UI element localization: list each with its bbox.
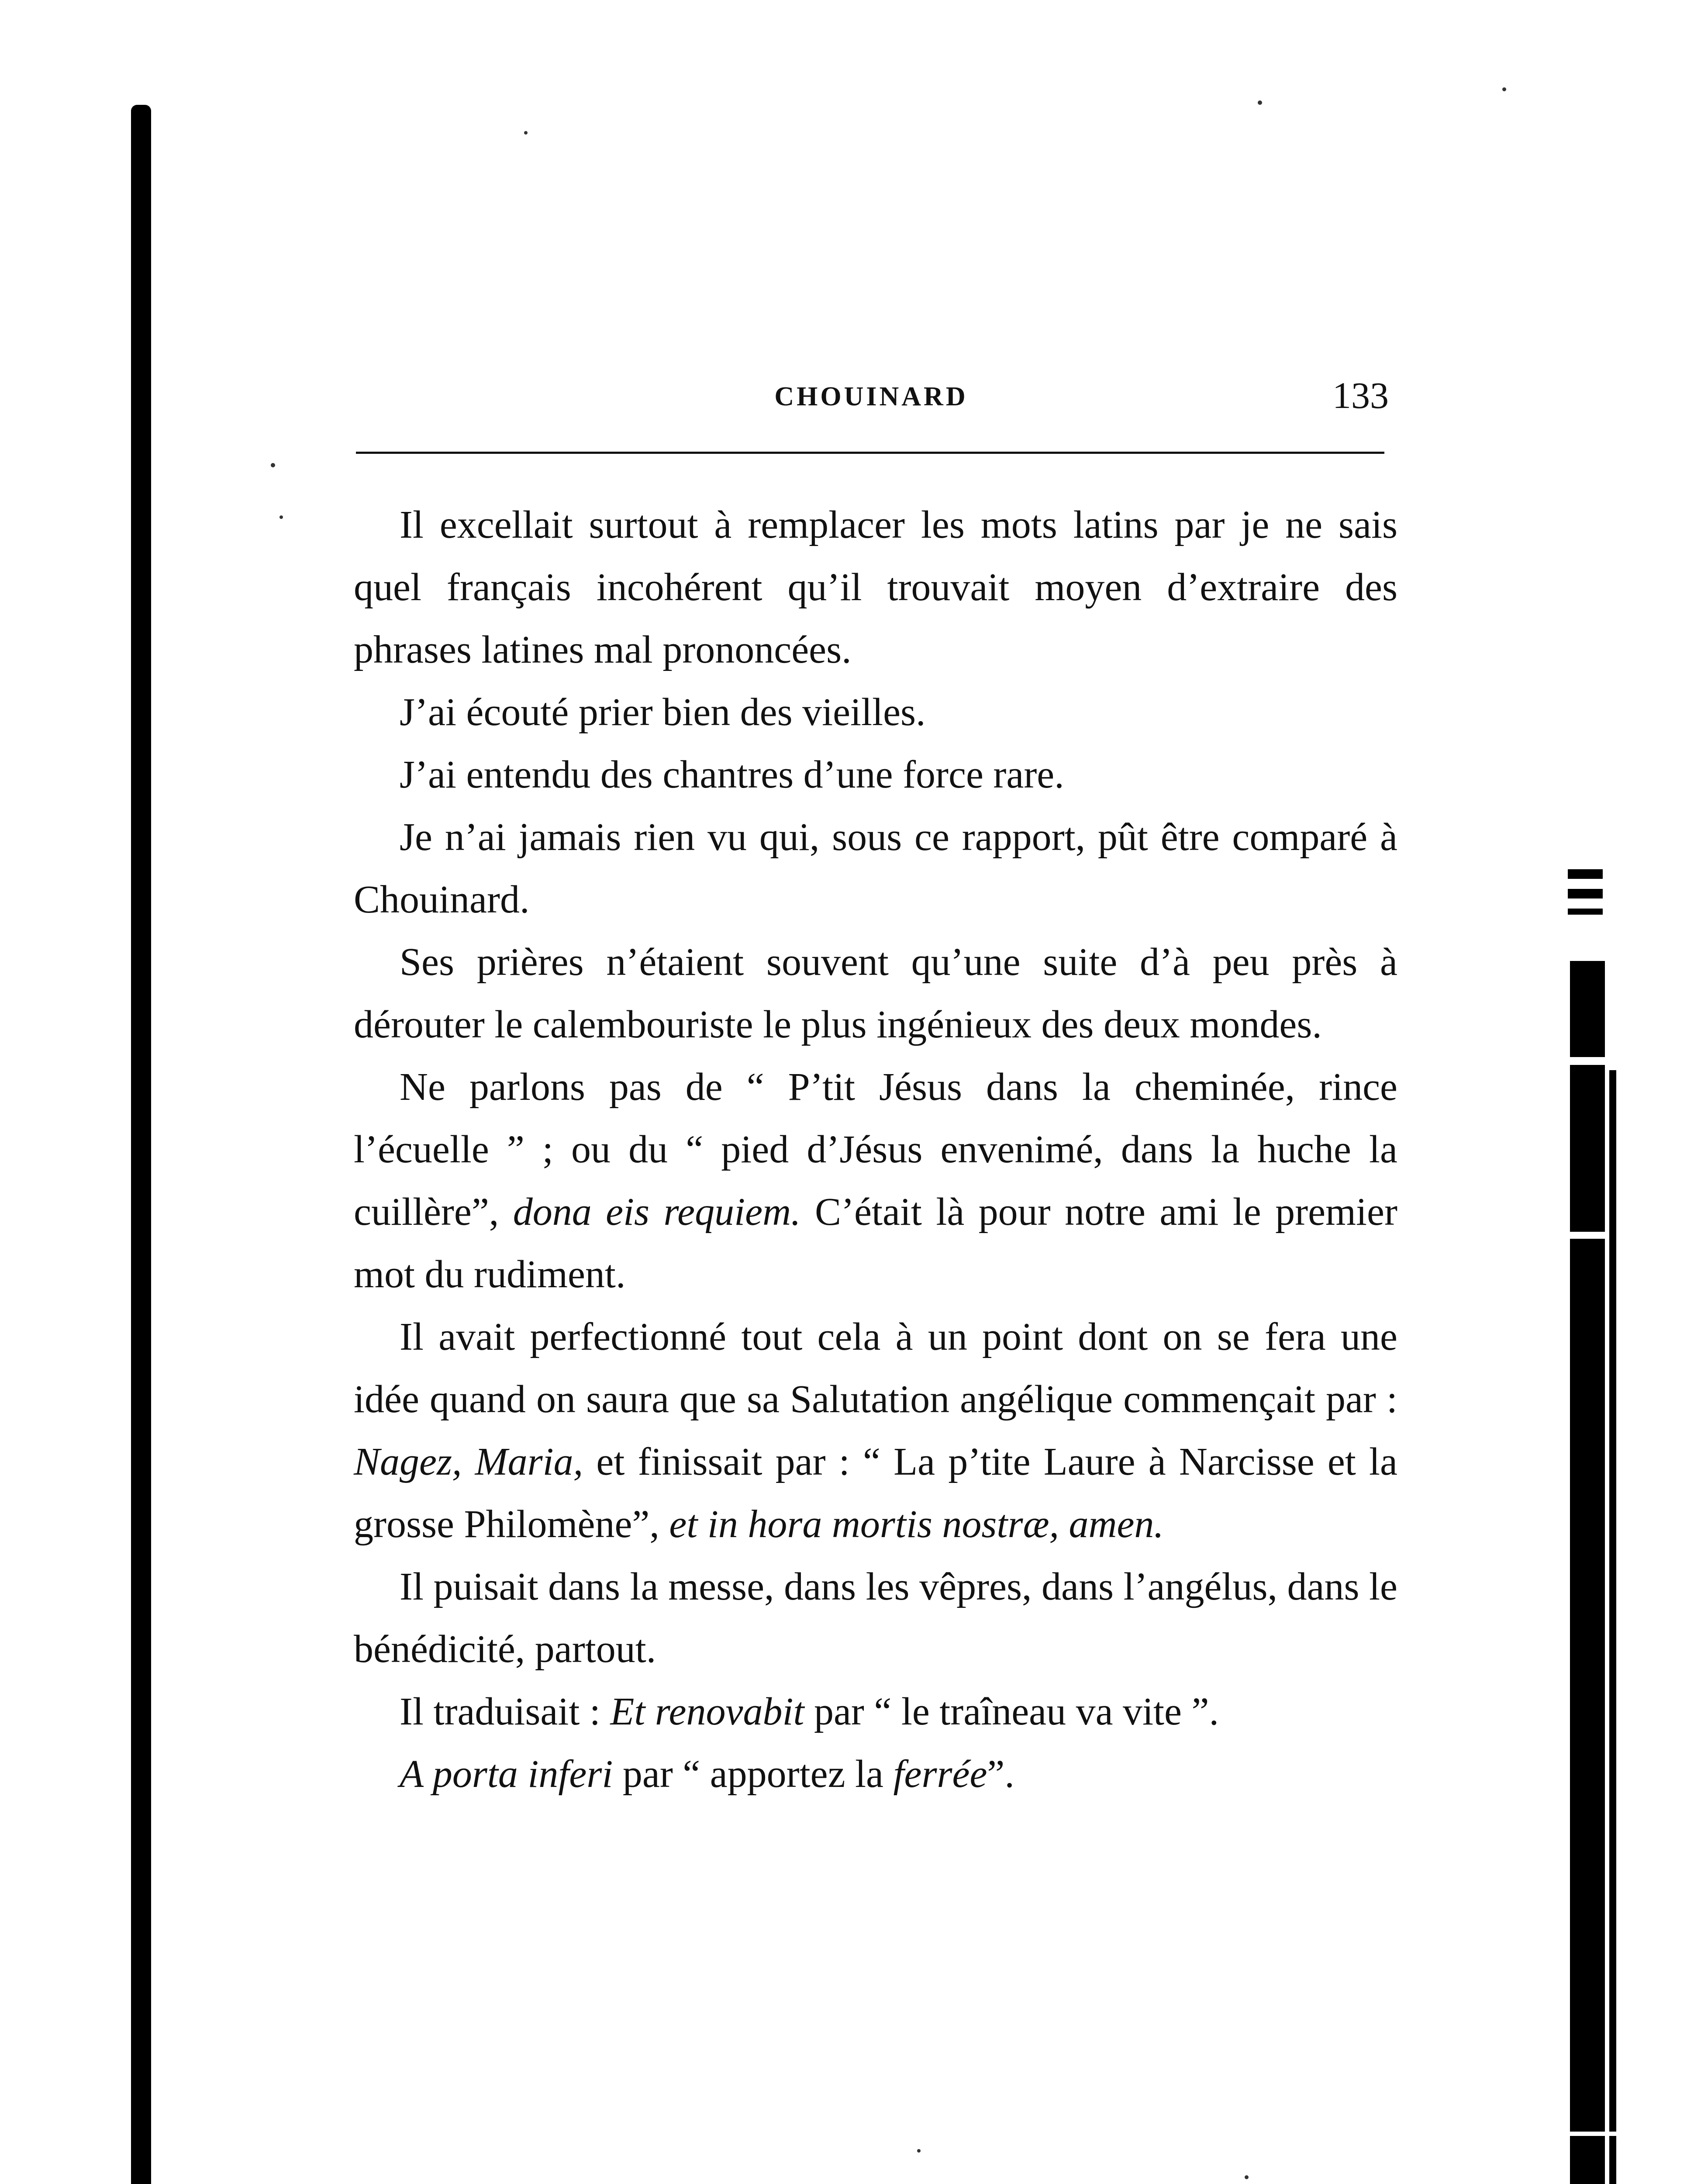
page-number: 133 (1332, 374, 1389, 416)
text-run: et finissait par : “ La p’tite Laure à Narcisse et la grosse Philomène”, (354, 1440, 1398, 1546)
book-spine-shadow (131, 105, 151, 2184)
latin-phrase: ferrée (893, 1752, 987, 1796)
text-run: C’était là pour notre ami le premier mot du rudiment. (354, 1190, 1397, 1296)
body-text (354, 494, 1397, 1805)
paragraph (354, 1680, 1397, 1743)
latin-phrase: dona eis requiem. (513, 1190, 801, 1234)
paragraph: Il excellait surtout à remplacer les mots latins par je ne sais quel français incohérent qu’il trouvait moyen d’extraire des phrases latines mal prononcées. (354, 503, 1397, 671)
paragraph: Ses prières n’étaient souvent qu’une suite d’à peu près à dérouter le calembouriste le plus ingénieux des deux mondes. (354, 940, 1397, 1046)
latin-phrase: et in hora mortis nostræ, amen. (669, 1503, 1164, 1546)
paragraph (354, 1743, 1397, 1805)
header-rule (356, 452, 1384, 454)
latin-phrase: A porta inferi (400, 1752, 613, 1796)
text-run: ”. (987, 1752, 1014, 1796)
running-head (354, 373, 1389, 422)
text-run: Il traduisait : (400, 1690, 611, 1733)
latin-phrase: Nagez, Maria, (354, 1440, 583, 1483)
text-run: Il avait perfectionné tout cela à un point dont on se fera une idée quand on saura que sa Salutation angélique commençait par : (354, 1315, 1397, 1421)
paragraph: Il puisait dans la messe, dans les vêpres, dans l’angélus, dans le bénédicité, partout. (354, 1565, 1397, 1671)
latin-phrase: Et renovabit (610, 1690, 804, 1733)
text-run: par “ le traîneau va vite ”. (804, 1690, 1219, 1733)
running-title: CHOUINARD (774, 382, 968, 411)
text-run: par “ apportez la (613, 1752, 894, 1796)
paragraph: J’ai entendu des chantres d’une force rare. (400, 753, 1064, 796)
text-run: Ne parlons pas de “ P’tit Jésus dans la cheminée, rince l’écuelle ” ; ou du “ pied d’Jésus envenimé, dans la huche la cuillère”, (354, 1065, 1397, 1234)
paragraph (354, 1056, 1397, 1306)
paragraph (354, 1306, 1397, 1555)
paragraph: Je n’ai jamais rien vu qui, sous ce rapport, pût être comparé à Chouinard. (354, 816, 1397, 921)
paragraph: J’ai écouté prier bien des vieilles. (400, 691, 926, 734)
